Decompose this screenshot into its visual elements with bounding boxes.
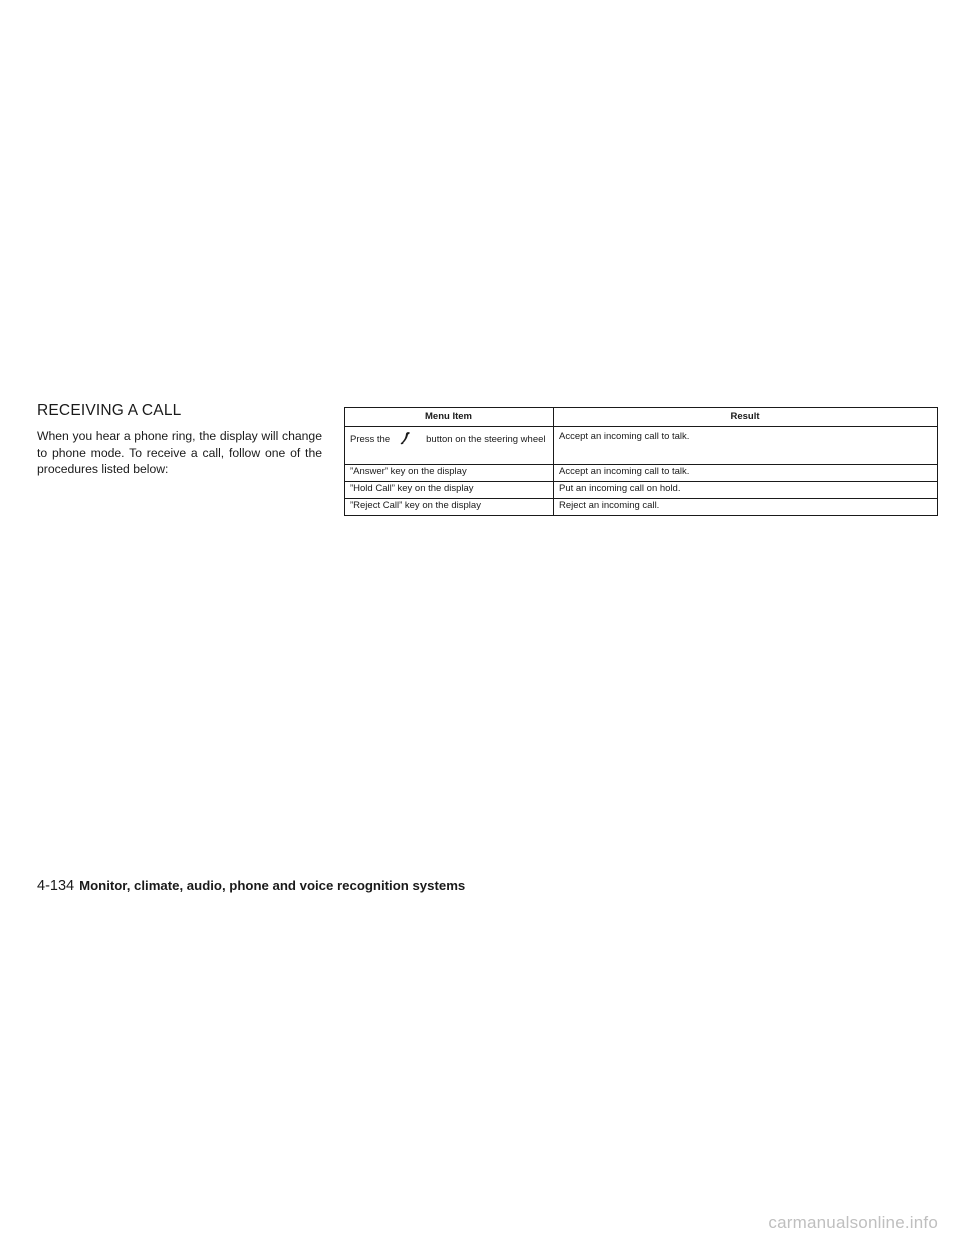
phone-handset-icon (392, 431, 420, 445)
intro-paragraph: When you hear a phone ring, the display will change to phone mode. To receive a call, follow one of the procedures listed below: (37, 429, 322, 476)
procedure-table (344, 407, 938, 516)
result-cell: Put an incoming call on hold. (554, 482, 938, 499)
table-row (345, 499, 938, 516)
page-footer (37, 877, 465, 895)
menu-item-cell: ”Hold Call” key on the display (345, 482, 554, 499)
result-cell: Reject an incoming call. (554, 499, 938, 516)
menu-item-cell: ”Answer” key on the display (345, 465, 554, 482)
menu-item-text-after: button on the steering wheel (426, 434, 546, 445)
result-cell: Accept an incoming call to talk. (554, 427, 938, 465)
menu-item-text-before: Press the (350, 434, 391, 445)
page-number: 4-134 (37, 878, 75, 894)
watermark: carmanualsonline.info (768, 1213, 938, 1232)
header-menu-item: Menu Item (345, 408, 554, 427)
menu-item-cell (345, 427, 554, 465)
menu-item-cell: ”Reject Call” key on the display (345, 499, 554, 516)
footer-section-title: Monitor, climate, audio, phone and voice recognition systems (79, 878, 466, 893)
table-row (345, 427, 938, 465)
table-header-row (345, 408, 938, 427)
result-cell: Accept an incoming call to talk. (554, 465, 938, 482)
header-result: Result (554, 408, 938, 427)
table-row (345, 465, 938, 482)
section-heading: RECEIVING A CALL (37, 402, 182, 419)
table-row (345, 482, 938, 499)
